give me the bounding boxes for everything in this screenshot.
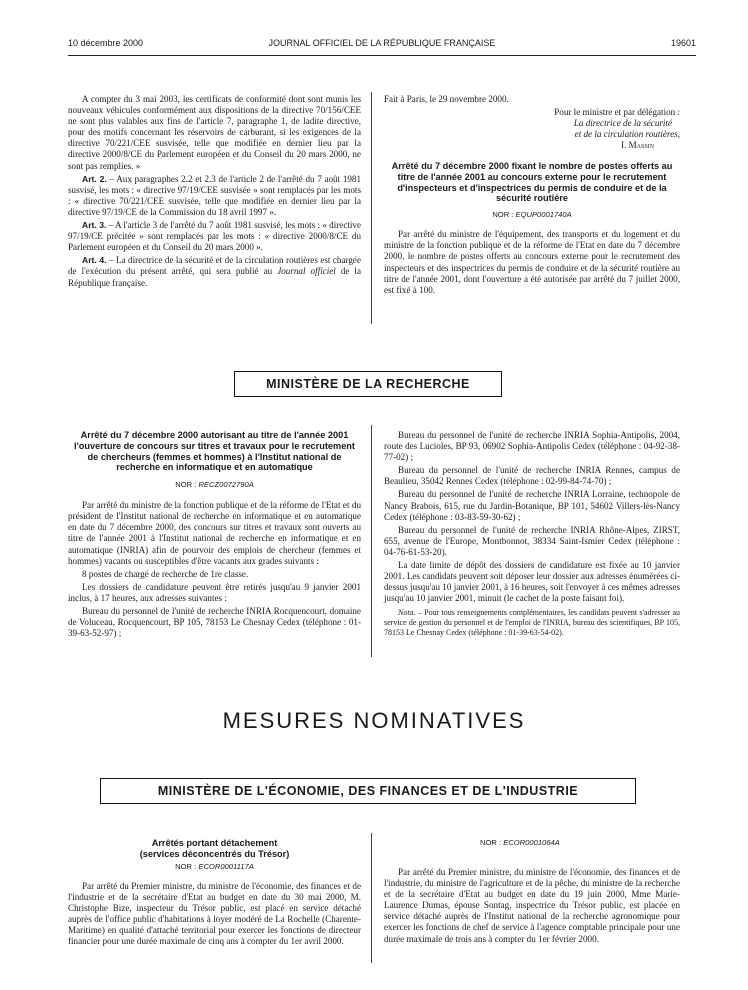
header-journal-title: JOURNAL OFFICIEL DE LA RÉPUBLIQUE FRANÇAISE — [268, 38, 496, 48]
article-label: Art. 2. — [82, 173, 107, 184]
nota — [384, 608, 680, 637]
signature-line-2: La directrice de la sécurité — [573, 118, 672, 129]
paragraph: 8 postes de chargé de recherche de 1re classe. — [82, 568, 249, 579]
nor-reference — [68, 862, 361, 871]
header-rule — [68, 55, 696, 56]
paragraph: La date limite de dépôt des dossiers de candidature est fixée au 10 janvier 2001. Les candidats peuvent soit déposer leur dossier aux adresses énumérées ci-dessus jusqu'au 10 janvier 2001, à 16 heures, soit l'envoyer à ces mêmes adresses jusqu'au 10 janvier 2001, minuit (le cachet de la poste faisant foi). — [384, 560, 680, 604]
paragraph: Bureau du personnel de l'unité de recherche INRIA Sophia-Antipolis, 2004, route des Lucioles, BP 93, 06902 Sophia-Antipolis Cedex (téléphone : 04-92-38-77-02) ; — [384, 430, 680, 463]
column-divider — [371, 833, 372, 963]
paragraph: A compter du 3 mai 2003, les certificats de conformité dont sont munis les nouveaux véhicules conformément aux dispositions de la directive 70/156/CEE ne sont plus valables aux fins de l'article 7, paragraphe 1, de ladite directive, pour des motifs concernant les réservoirs de carburant, si les exigences de la directive 70/221/CEE susvisée, telle que modifiée en dernier lieu par la directive 2000/8/CE du Parlement européen et du Conseil du 20 mars 2000, ne sont pas remplies. » — [68, 94, 361, 171]
nor-label: NOR : — [492, 210, 516, 220]
column-divider — [371, 425, 372, 657]
nor-code: ECOR0001117A — [198, 861, 254, 871]
ministry-heading-economie: MINISTÈRE DE L'ÉCONOMIE, DES FINANCES ET DE L'INDUSTRIE — [100, 778, 636, 804]
nor-code: ECOR0001064A — [503, 838, 560, 847]
paragraph: Bureau du personnel de l'unité de recherche INRIA Rhône-Alpes, ZIRST, 655, avenue de l'Europe, Montbonnot, 38334 Saint-Ismier Cedex (téléphone : 04-76-61-53-20). — [384, 524, 680, 557]
article-text: – Aux paragraphes 2.2 et 2.3 de l'article 2 de l'arrêté du 7 août 1981 susvisé, les mots : « directive 97/19/CEE susvisée » sont remplacés par les mots : « directive 70/221/CEE susvisée, telle que modifiée en dernier lieu par la directive 97/19/CE de la Commission du 18 avril 1997 ». — [68, 173, 362, 217]
article-text: – La directrice de la sécurité et de la circulation routières est chargée de l'exécution du présent arrêté, qui sera publié au — [68, 255, 361, 277]
signature-line-1: Pour le ministre et par délégation : — [554, 107, 680, 118]
article-4 — [68, 255, 361, 288]
paragraph: Bureau du personnel de l'unité de recherche INRIA Rocquencourt, domaine de Voluceau, Rocquencourt, BP 105, 78153 Le Chesnay Cedex (téléphone : 01-39-63-52-97) ; — [68, 606, 361, 639]
decree-body — [384, 229, 680, 296]
addresses — [384, 430, 680, 604]
decree-title-line-1: Arrêtés portant détachement — [151, 838, 278, 848]
article-label: Art. 4. — [82, 255, 107, 266]
article-text: – A l'article 3 de l'arrêté du 7 août 1981 susvisé, les mots : « directive 97/19/CE précitée » sont remplacés par les mots : « directive 2000/8/CE du Parlement européen et du Conseil du 20 mars 2000 ». — [68, 220, 361, 253]
header-date: 10 décembre 2000 — [68, 38, 144, 48]
paragraph: Par arrêté du ministre de la fonction publique et de la réforme de l'Etat et du président de l'Institut national de recherche en informatique et en automatique en date du 7 décembre 2000, des concours sur titres et travaux sont ouverts au titre de l'année 2001 à l'Institut national de recherche en informatique et en automatique (INRIA) afin de pourvoir des emplois de chercheur (femmes et hommes) vacants ou susceptibles d'être vacants aux grades suivants : — [68, 500, 361, 566]
nor-code: EQUP0001740A — [515, 210, 572, 220]
mid-right-column — [384, 430, 680, 638]
signature-name: I. Massin — [621, 140, 654, 151]
signature-line-3: et de la circulation routières, — [574, 129, 680, 140]
decree-title: Arrêté du 7 décembre 2000 autorisant au titre de l'année 2001 l'ouverture de concours sur titres et travaux pour le recrutement de chercheurs (femmes et hommes) à l'Institut national de recherche en informatique et en automatique — [74, 430, 355, 473]
ministry-heading-recherche: MINISTÈRE DE LA RECHERCHE — [234, 371, 502, 397]
article-text-end: de la République française. — [68, 266, 361, 288]
top-left-column — [68, 94, 361, 291]
paragraph: Les dossiers de candidature peuvent être retirés jusqu'au 9 janvier 2001 inclus, à 17 heures, aux adresses suivantes : — [68, 581, 361, 603]
decree-title-line-2: (services déconcentrés du Trésor) — [139, 848, 290, 859]
nor-reference — [384, 838, 680, 847]
nor-reference — [384, 210, 680, 219]
paragraph: Par arrêté du ministre de l'équipement, des transports et du logement et du ministre de la fonction publique et de la réforme de l'Etat en date du 7 décembre 2000, le nombre de postes offerts au concours externe pour le recrutement des inspecteurs et des inspectrices du permis de conduire et de la sécurité routière au titre de l'année 2001, dont l'ouverture a été autorisée par arrêté du 7 juillet 2000, est fixé à 100. — [384, 229, 680, 295]
article-3 — [68, 220, 361, 253]
top-right-column — [384, 94, 680, 298]
journal-name: Journal officiel — [277, 266, 336, 277]
bottom-right-column — [384, 838, 680, 947]
bottom-left-column — [68, 838, 361, 949]
decree-body — [68, 500, 361, 639]
nor-label: NOR : — [175, 480, 199, 490]
article-2 — [68, 174, 361, 218]
section-title: MESURES NOMINATIVES — [222, 708, 526, 733]
decree-body — [384, 867, 680, 945]
nor-code: RECZ0072790A — [198, 480, 254, 490]
nor-label: NOR : — [480, 838, 504, 847]
fait-a-paris: Fait à Paris, le 29 novembre 2000. — [384, 94, 509, 104]
paragraph: Bureau du personnel de l'unité de recherche INRIA Lorraine, technopole de Nancy Brabois, 615, rue du Jardin-Botanique, BP 101, 54602 Villers-lès-Nancy Cedex (téléphone : 03-83-59-30-62) ; — [384, 489, 680, 522]
paragraph: Par arrêté du Premier ministre, du ministre de l'économie, des finances et de l'industrie et de la secrétaire d'Etat au budget en date du 30 mai 2000, M. Christophe Bize, inspecteur du Trésor public, est placé en service détaché auprès de l'office public d'habitations à loyer modéré de La Rochelle (Charente-Maritime) en qualité d'attaché territorial pour exercer les fonctions de directeur financier pour une durée maximale de cinq ans à compter du 1er avril 2000. — [68, 880, 361, 947]
mid-left-column — [68, 430, 361, 641]
decree-title: Arrêté du 7 décembre 2000 fixant le nombre de postes offerts au titre de l'année 2001 au concours externe pour le recrutement d'inspecteurs et d'inspectrices du permis de conduire et de la sécurité routière — [391, 161, 673, 204]
nor-reference — [68, 480, 361, 489]
nota-text: – Pour tous renseignements complémentaires, les candidats peuvent s'adresser au service de gestion du personnel et de l'emploi de l'INRIA, bureau des scientifiques, BP 105, 78153 Le Chesnay Cedex (téléphone : 01-39-63-54-02). — [384, 608, 680, 637]
nota-label: Nota. — [398, 608, 416, 618]
paragraph: Bureau du personnel de l'unité de recherche INRIA Rennes, campus de Beaulieu, 35042 Rennes Cedex (téléphone : 02-99-84-74-70) ; — [384, 465, 680, 487]
nor-label: NOR : — [175, 861, 199, 871]
decree-body — [68, 881, 361, 948]
article-label: Art. 3. — [82, 220, 107, 231]
paragraph: Par arrêté du Premier ministre, du ministre de l'économie, des finances et de l'industrie, du ministre de l'agriculture et de la pêche, du ministre de la recherche et de la secrétaire d'Etat au budget en date du 19 juin 2000, Mme Marie-Laurence Dumas, épouse Sontag, inspectrice du Trésor public, est placée en service détaché auprès de l'Institut national de la recherche agronomique pour exercer les fonctions de chef de service à l'agence comptable principale pour une durée maximale de trois ans à compter du 1er février 2000. — [384, 867, 680, 944]
header-page-number: 19601 — [670, 38, 696, 48]
column-divider — [371, 92, 372, 324]
